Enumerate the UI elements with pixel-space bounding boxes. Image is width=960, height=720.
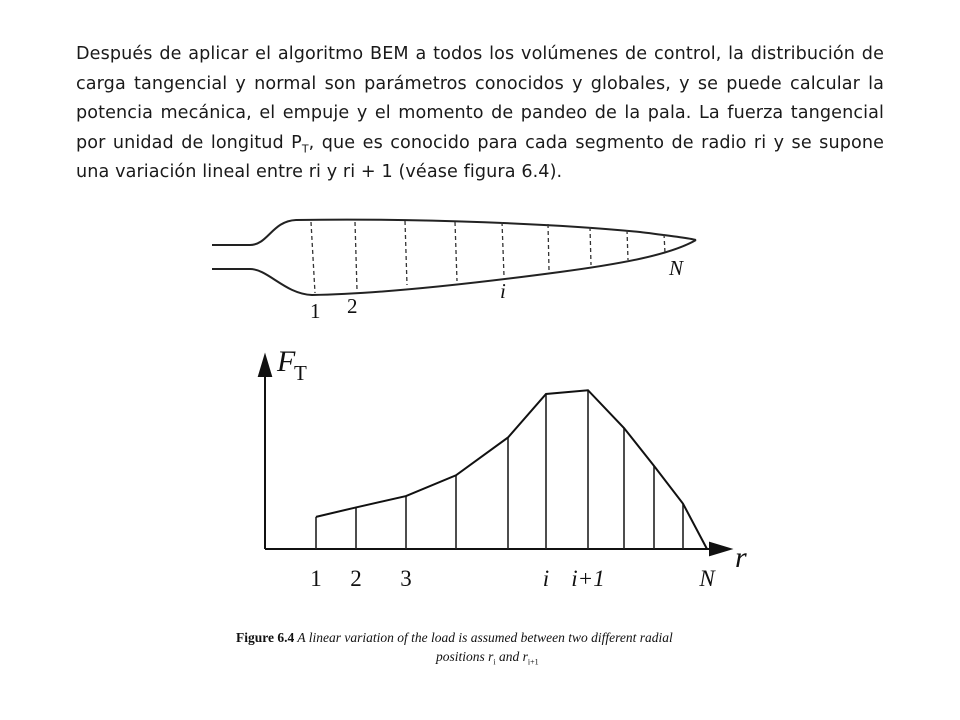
figure-caption xyxy=(236,628,776,672)
tick-label-2: 2 xyxy=(350,566,362,591)
blade-label-1: 1 xyxy=(310,299,321,323)
x-axis-arrow-icon xyxy=(710,543,730,555)
tick-label-i: i xyxy=(542,566,550,591)
caption-text-2b: and r xyxy=(495,649,528,664)
tick-label-i-plus-1: i+1 xyxy=(571,566,605,591)
caption-text-2a: positions r xyxy=(436,649,494,664)
x-axis-label: r xyxy=(735,541,747,574)
paragraph-subscript: T xyxy=(301,142,309,156)
caption-sub-2: i+1 xyxy=(527,657,539,667)
y-axis-label-sub: T xyxy=(294,361,307,385)
tick-label-1: 1 xyxy=(310,566,322,591)
load-curve xyxy=(316,390,707,549)
paragraph-text-1: Después de aplicar el algoritmo BEM a todos los volúmenes de control, la distribución de carga tangencial y normal son parámetros conocidos y globales, y se puede calcular la potencia mecánica, el empuje y el momento de pandeo de la pala. La fuerza tangencial por unidad de longitud P xyxy=(76,44,884,153)
blade-label-i: i xyxy=(500,279,506,303)
paragraph-text-2: , que es conocido para cada segmento de radio ri y se supone una variación lineal entre ri y ri + 1 (véase figura 6.4). xyxy=(76,132,884,182)
blade-label-n: N xyxy=(669,256,684,280)
y-axis-arrow-icon xyxy=(259,356,271,376)
tick-label-3: 3 xyxy=(400,566,412,591)
tick-label-n: N xyxy=(699,566,715,591)
blade-label-2: 2 xyxy=(347,294,358,318)
caption-label: Figure 6.4 xyxy=(236,630,295,645)
y-axis-label: F xyxy=(277,345,296,378)
caption-text-1: A linear variation of the load is assumed between two different radial xyxy=(294,630,673,645)
caption-sub-1: i xyxy=(493,657,496,667)
